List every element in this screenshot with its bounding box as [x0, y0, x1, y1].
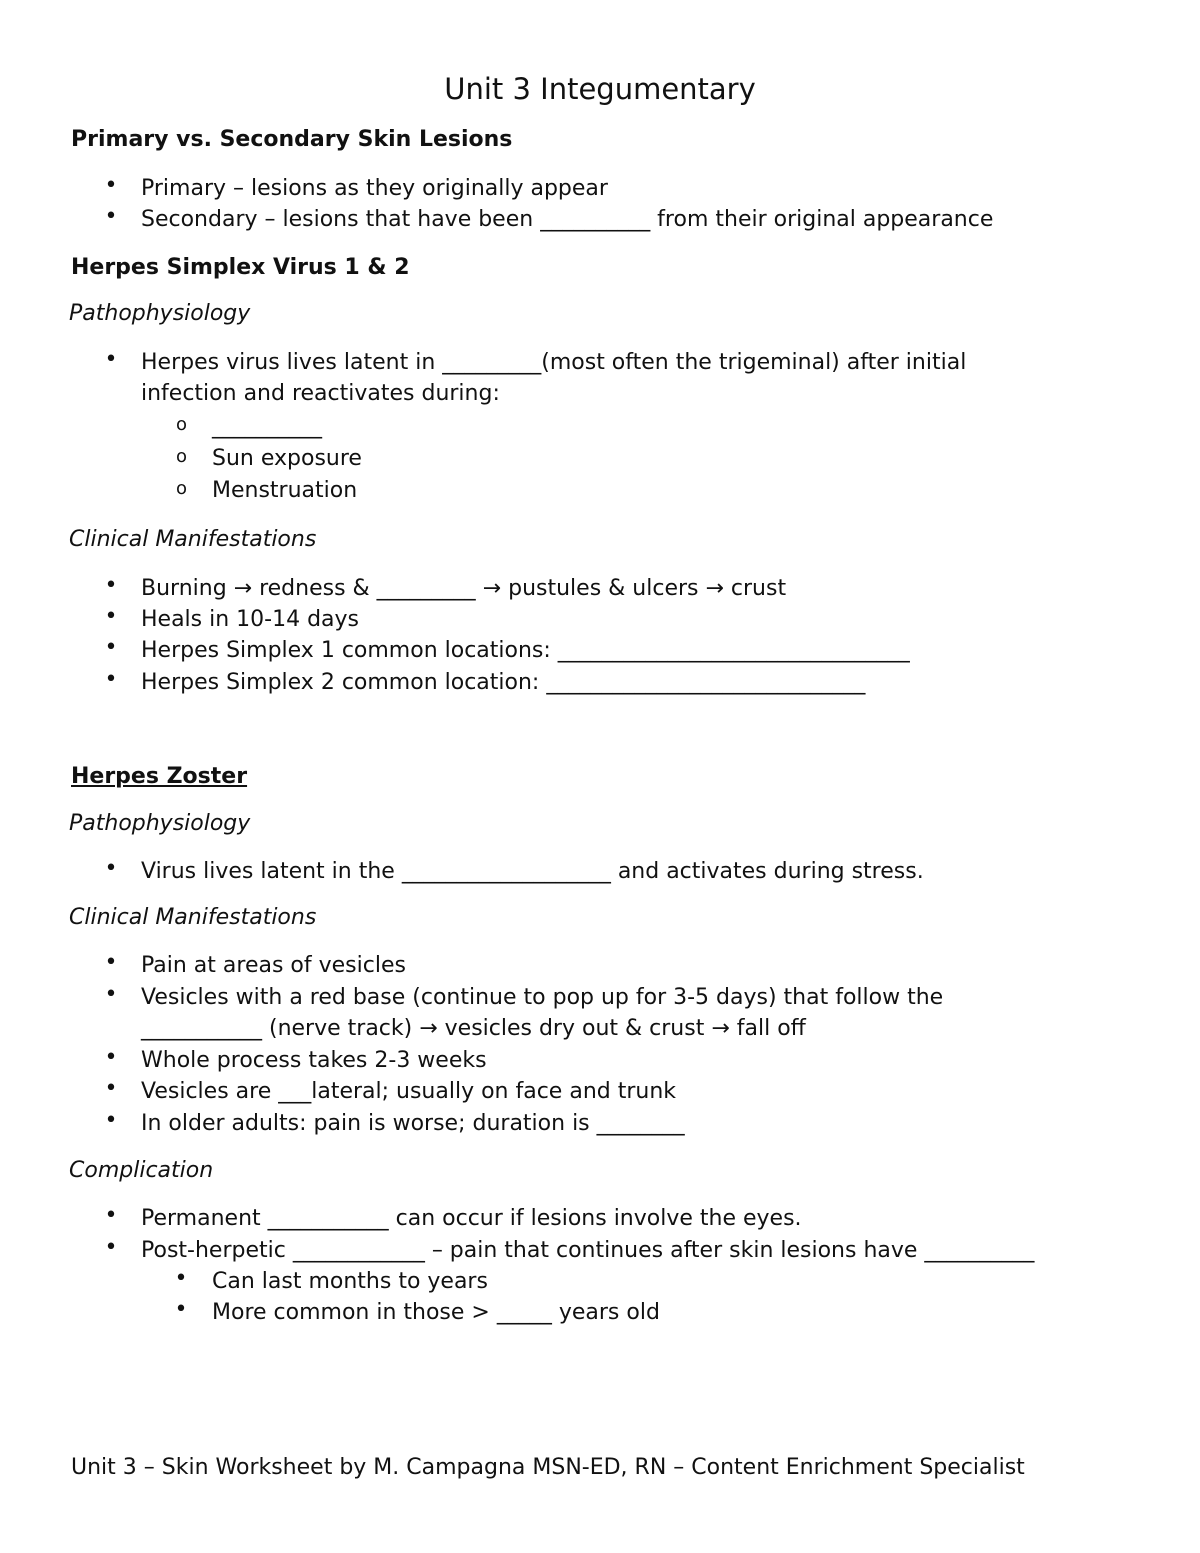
- sub-list-item: Sun exposure: [212, 446, 362, 471]
- bullet-icon: •: [104, 950, 118, 975]
- bullet-icon: •: [104, 347, 118, 372]
- bullet-icon: •: [104, 635, 118, 660]
- heading-herpes-zoster: Herpes Zoster: [71, 764, 248, 789]
- bullet-icon: •: [104, 667, 118, 692]
- list-item: Whole process takes 2-3 weeks: [141, 1048, 487, 1073]
- heading-herpes-simplex: Herpes Simplex Virus 1 & 2: [71, 255, 410, 280]
- bullet-icon: •: [174, 1297, 188, 1322]
- sub-list-item: Can last months to years: [212, 1269, 488, 1294]
- list-item: Burning → redness & _________ → pustules & ulcers → crust: [141, 576, 787, 601]
- list-item: Pain at areas of vesicles: [141, 953, 406, 978]
- circle-bullet-icon: o: [176, 478, 188, 499]
- subheading-complication: Complication: [69, 1158, 214, 1183]
- list-item: Herpes Simplex 1 common locations: ________________________________: [141, 638, 910, 663]
- bullet-icon: •: [104, 604, 118, 629]
- list-item: Post-herpetic ____________ – pain that continues after skin lesions have __________: [141, 1238, 1035, 1263]
- subheading-pathophysiology: Pathophysiology: [69, 811, 251, 836]
- list-item: Primary – lesions as they originally appear: [141, 176, 608, 201]
- list-item-continuation: ___________ (nerve track) → vesicles dry out & crust → fall off: [141, 1016, 806, 1041]
- list-item-continuation: infection and reactivates during:: [141, 381, 500, 406]
- list-item: Virus lives latent in the ___________________ and activates during stress.: [141, 859, 924, 884]
- subheading-clinical-manifestations: Clinical Manifestations: [69, 527, 317, 552]
- sub-list-item: Menstruation: [212, 478, 358, 503]
- sub-list-item: __________: [212, 414, 322, 439]
- bullet-icon: •: [104, 1108, 118, 1133]
- list-item: Permanent ___________ can occur if lesions involve the eyes.: [141, 1206, 802, 1231]
- list-item: Herpes Simplex 2 common location: _____________________________: [141, 670, 866, 695]
- bullet-icon: •: [174, 1266, 188, 1291]
- bullet-icon: •: [104, 173, 118, 198]
- circle-bullet-icon: o: [176, 446, 188, 467]
- bullet-icon: •: [104, 1076, 118, 1101]
- list-item: Secondary – lesions that have been __________ from their original appearance: [141, 207, 994, 232]
- subheading-pathophysiology: Pathophysiology: [69, 301, 251, 326]
- page-title: Unit 3 Integumentary: [444, 72, 756, 106]
- bullet-icon: •: [104, 856, 118, 881]
- circle-bullet-icon: o: [176, 414, 188, 435]
- bullet-icon: •: [104, 204, 118, 229]
- list-item: Vesicles are ___lateral; usually on face and trunk: [141, 1079, 677, 1104]
- bullet-icon: •: [104, 982, 118, 1007]
- sub-list-item: More common in those > _____ years old: [212, 1300, 660, 1325]
- list-item: Vesicles with a red base (continue to pop up for 3-5 days) that follow the: [141, 985, 944, 1010]
- page-footer: Unit 3 – Skin Worksheet by M. Campagna MSN-ED, RN – Content Enrichment Specialist: [71, 1455, 1025, 1480]
- bullet-icon: •: [104, 1203, 118, 1228]
- list-item: Heals in 10-14 days: [141, 607, 360, 632]
- heading-primary-vs-secondary: Primary vs. Secondary Skin Lesions: [71, 127, 513, 152]
- bullet-icon: •: [104, 1045, 118, 1070]
- bullet-icon: •: [104, 1235, 118, 1260]
- subheading-clinical-manifestations: Clinical Manifestations: [69, 905, 317, 930]
- list-item: Herpes virus lives latent in _________(most often the trigeminal) after initial: [141, 350, 967, 375]
- list-item: In older adults: pain is worse; duration is ________: [141, 1111, 685, 1136]
- bullet-icon: •: [104, 573, 118, 598]
